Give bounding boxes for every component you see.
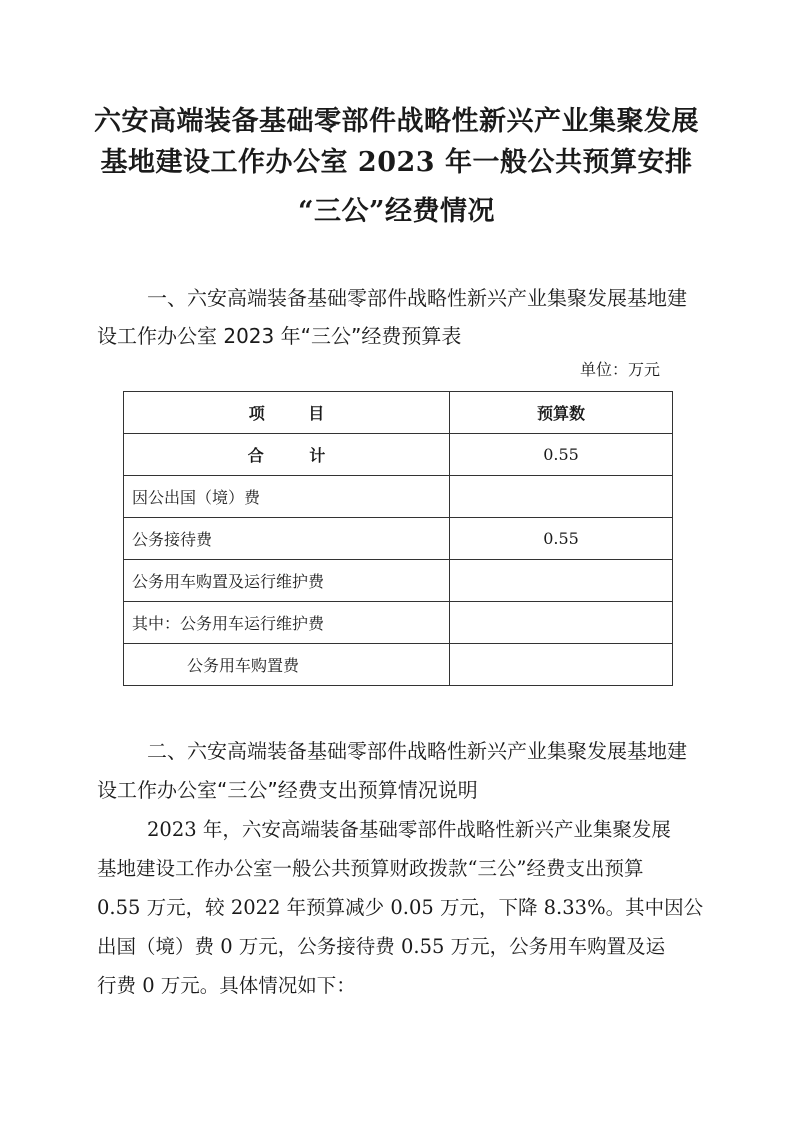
table-cell-label: 公务用车购置及运行维护费: [124, 560, 450, 602]
section-2-heading-line-2: 设工作办公室“三公”经费支出预算情况说明: [97, 778, 478, 802]
table-cell-value: 0.55: [450, 518, 673, 560]
table-header-item: 项 目: [124, 392, 450, 434]
paragraph-line: 0.55 万元，较 2022 年预算减少 0.05 万元，下降 8.33%。其中因公: [97, 896, 704, 919]
paragraph-line: 2023 年，六安高端装备基础零部件战略性新兴产业集聚发展: [147, 818, 671, 841]
table-row: [124, 644, 673, 686]
table-header-row: [124, 392, 673, 434]
document-title-line-1: 六安高端装备基础零部件战略性新兴产业集聚发展: [94, 106, 699, 137]
table-cell-value: [450, 602, 673, 644]
table-cell-label: 因公出国（境）费: [124, 476, 450, 518]
section-1-heading-line-1: 一、六安高端装备基础零部件战略性新兴产业集聚发展基地建: [147, 286, 687, 310]
document-title-line-3: “三公”经费情况: [297, 196, 496, 227]
table-cell-value: [450, 560, 673, 602]
paragraph-line: 出国（境）费 0 万元，公务接待费 0.55 万元，公务用车购置及运: [97, 935, 666, 958]
table-cell-label: 公务用车购置费: [124, 644, 450, 686]
table-header-amount: 预算数: [450, 392, 673, 434]
table-row: [124, 434, 673, 476]
section-2-heading-line-1: 二、六安高端装备基础零部件战略性新兴产业集聚发展基地建: [147, 739, 687, 763]
table-cell-value: [450, 644, 673, 686]
unit-label: 单位：万元: [580, 360, 661, 379]
paragraph-line: 基地建设工作办公室一般公共预算财政拨款“三公”经费支出预算: [97, 857, 644, 880]
table-row: [124, 560, 673, 602]
table-cell-label: 其中：公务用车运行维护费: [124, 602, 450, 644]
section-1-heading-line-2: 设工作办公室 2023 年“三公”经费预算表: [97, 324, 462, 348]
paragraph-line: 行费 0 万元。具体情况如下：: [97, 974, 356, 997]
table-cell-label-total: 合 计: [124, 434, 450, 476]
table-cell-label: 公务接待费: [124, 518, 450, 560]
table-row: [124, 602, 673, 644]
table-row: [124, 476, 673, 518]
table-cell-value: [450, 476, 673, 518]
budget-table: [123, 391, 673, 686]
document-title-line-2: 基地建设工作办公室 2023 年一般公共预算安排: [100, 147, 693, 178]
table-row: [124, 518, 673, 560]
table-cell-value-total: 0.55: [450, 434, 673, 476]
